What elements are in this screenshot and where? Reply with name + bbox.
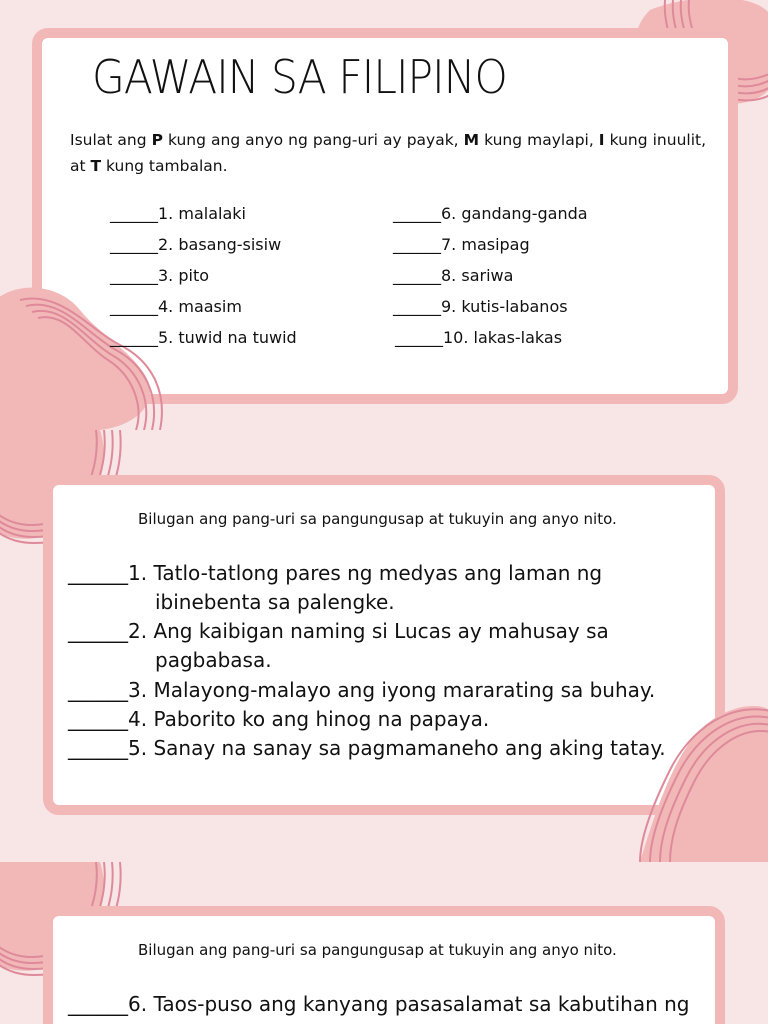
worksheet-instruction: Isulat ang P kung ang anyo ng pang-uri ay payak, M kung maylapi, I kung inuulit, at T kung tambalan.	[70, 131, 707, 175]
sentence-3: ______3. Malayong-malayo ang iyong mararating sa buhay.	[68, 678, 656, 702]
exercise-2-instruction: Bilugan ang pang-uri sa pangungusap at tukuyin ang anyo nito.	[138, 941, 617, 959]
worksheet-title: GAWAIN SA FILIPINO	[92, 50, 507, 104]
item-1: ______1. malalaki	[110, 204, 246, 223]
exercise-1-instruction: Bilugan ang pang-uri sa pangungusap at tukuyin ang anyo nito.	[138, 510, 617, 528]
sentence-1-cont: ibinebenta sa palengke.	[155, 590, 395, 614]
worksheet-page-1	[0, 0, 768, 430]
item-4: ______4. maasim	[110, 297, 242, 316]
item-6: ______6. gandang-ganda	[393, 204, 588, 223]
sentence-2: ______2. Ang kaibigan naming si Lucas ay mahusay sa	[68, 619, 609, 643]
item-2: ______2. basang-sisiw	[110, 235, 282, 254]
worksheet-page-2	[0, 430, 768, 862]
item-3: ______3. pito	[110, 266, 210, 285]
sentence-1: ______1. Tatlo-tatlong pares ng medyas ang laman ng	[68, 561, 603, 585]
sentence-4: ______4. Paborito ko ang hinog na papaya.	[68, 707, 490, 731]
sentence-2-cont: pagbabasa.	[155, 648, 272, 672]
worksheet-page-3	[0, 862, 768, 1024]
item-7: ______7. masipag	[393, 235, 530, 254]
item-9: ______9. kutis-labanos	[393, 297, 568, 316]
decorative-blob-bottom-right	[0, 430, 768, 862]
item-10: ______10. lakas-lakas	[395, 328, 563, 347]
item-5: ______5. tuwid na tuwid	[110, 328, 297, 347]
sentence-6: ______6. Taos-puso ang kanyang pasasalamat sa kabutihan ng	[68, 992, 690, 1016]
sentence-5: ______5. Sanay na sanay sa pagmamaneho ang aking tatay.	[68, 736, 666, 760]
item-8: ______8. sariwa	[393, 266, 514, 285]
